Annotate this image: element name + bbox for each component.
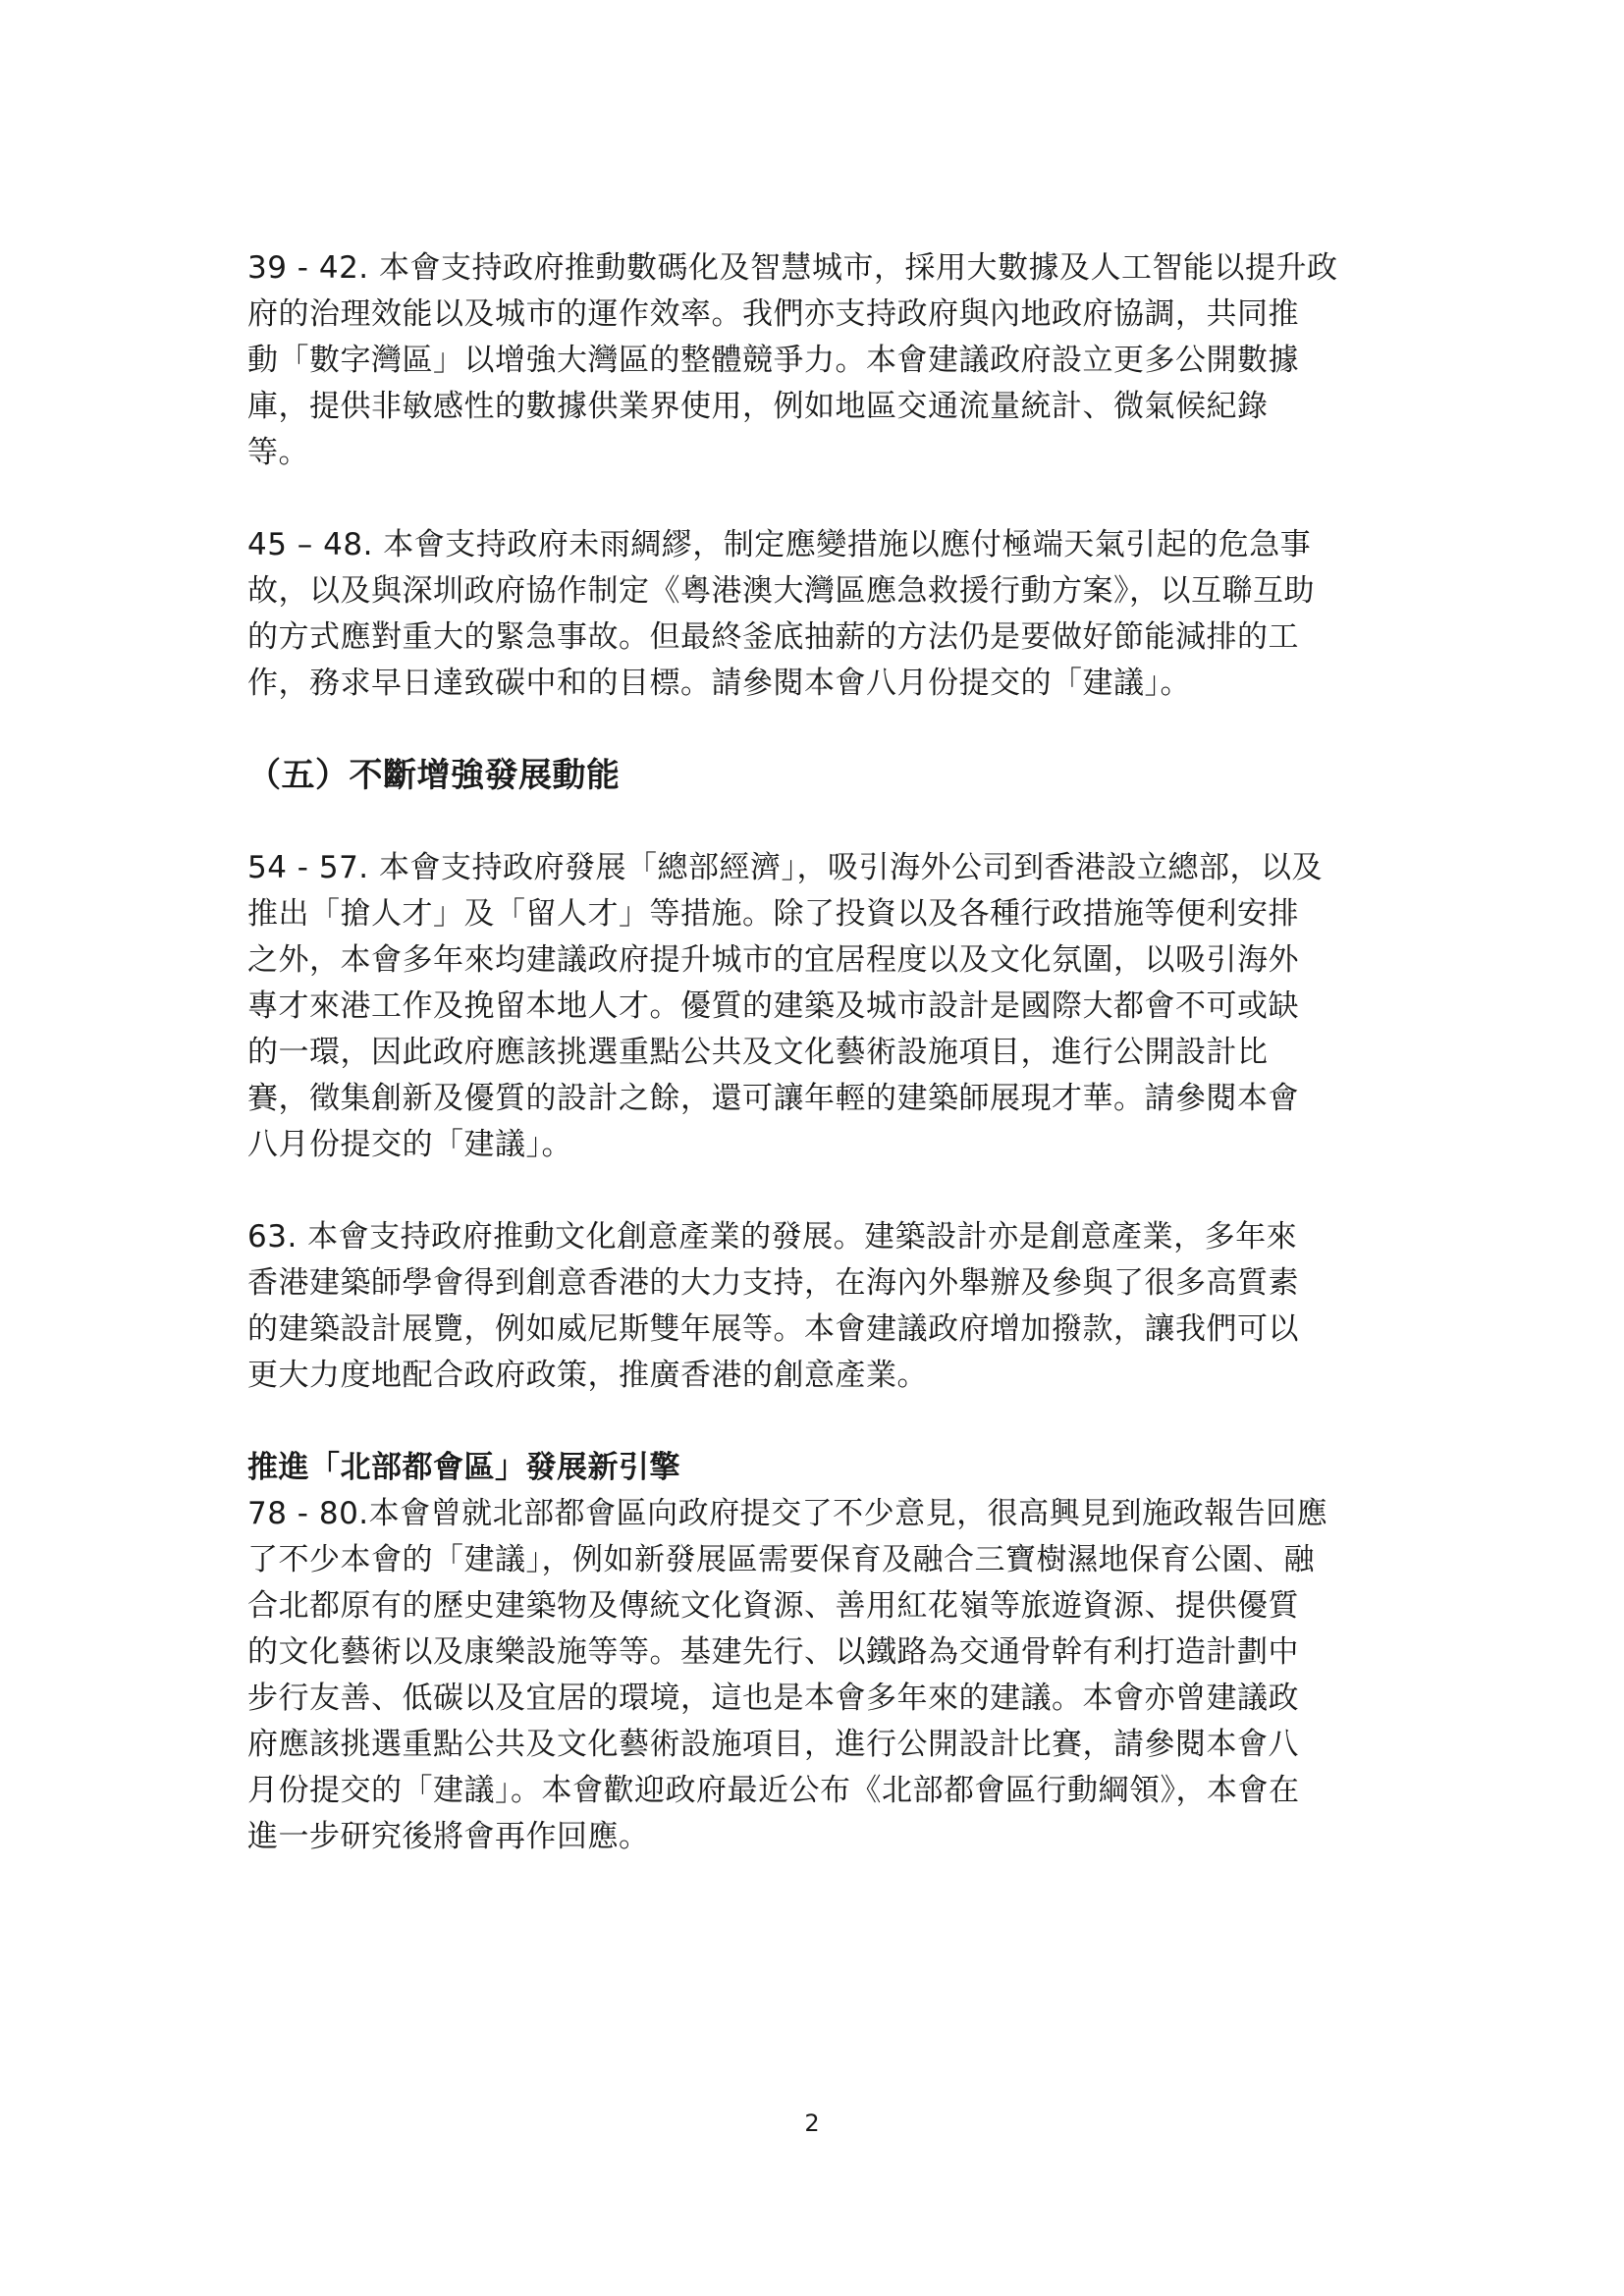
text-line: 進一步研究後將會再作回應。 xyxy=(247,1819,650,1854)
text-line: 賽，徵集創新及優質的設計之餘，還可讓年輕的建築師展現才華。請參閱本會 xyxy=(247,1081,1299,1116)
paragraph-45-48 xyxy=(247,522,1386,707)
section-heading: （五）不斷增強發展動能 xyxy=(247,756,621,795)
paragraph-54-57 xyxy=(247,845,1386,1168)
text-line: 的建築設計展覽，例如威尼斯雙年展等。本會建議政府增加撥款，讓我們可以 xyxy=(247,1311,1299,1347)
text-line: 香港建築師學會得到創意香港的大力支持，在海內外舉辦及參與了很多高質素 xyxy=(247,1265,1299,1301)
text-line: 54 - 57. 本會支持政府發展「總部經濟」，吸引海外公司到香港設立總部，以及 xyxy=(247,850,1323,885)
text-line: 推出「搶人才」及「留人才」等措施。除了投資以及各種行政措施等便利安排 xyxy=(247,896,1299,932)
text-line: 更大力度地配合政府政策，推廣香港的創意產業。 xyxy=(247,1358,928,1393)
text-line: 之外，本會多年來均建議政府提升城市的宜居程度以及文化氛圍，以吸引海外 xyxy=(247,942,1299,978)
text-line: 等。 xyxy=(247,435,309,470)
text-line: 作，務求早日達致碳中和的目標。請參閱本會八月份提交的「建議」。 xyxy=(247,666,1191,701)
text-line: 78 - 80.本會曾就北部都會區向政府提交了不少意見，很高興見到施政報告回應 xyxy=(247,1496,1328,1531)
text-line: 了不少本會的「建議」，例如新發展區需要保育及融合三寶樹濕地保育公園、融 xyxy=(247,1542,1315,1577)
paragraph-gap xyxy=(247,1168,1386,1214)
text-line: 45 – 48. 本會支持政府未雨綢繆，制定應變措施以應付極端天氣引起的危急事 xyxy=(247,527,1312,562)
sub-heading: 推進「北部都會區」發展新引擎 xyxy=(247,1450,680,1485)
paragraph-78-80 xyxy=(247,1491,1386,1860)
paragraph-63 xyxy=(247,1214,1386,1399)
text-line: 39 - 42. 本會支持政府推動數碼化及智慧城市，採用大數據及人工智能以提升政 xyxy=(247,250,1338,286)
text-line: 的一環，因此政府應該挑選重點公共及文化藝術設施項目，進行公開設計比 xyxy=(247,1035,1269,1070)
text-line: 的方式應對重大的緊急事故。但最終釜底抽薪的方法仍是要做好節能減排的工 xyxy=(247,619,1299,655)
text-line: 合北都原有的歷史建築物及傳統文化資源、善用紅花嶺等旅遊資源、提供優質 xyxy=(247,1588,1299,1624)
text-line: 動「數字灣區」以增強大灣區的整體競爭力。本會建議政府設立更多公開數據 xyxy=(247,343,1299,378)
text-line: 步行友善、低碳以及宜居的環境，這也是本會多年來的建議。本會亦曾建議政 xyxy=(247,1681,1299,1716)
page-content xyxy=(247,245,1386,1860)
text-line: 專才來港工作及挽留本地人才。優質的建築及城市設計是國際大都會不可或缺 xyxy=(247,988,1299,1024)
text-line: 故，以及與深圳政府協作制定《粵港澳大灣區應急救援行動方案》，以互聯互助 xyxy=(247,573,1315,609)
page-number: 2 xyxy=(804,2109,820,2137)
paragraph-gap xyxy=(247,476,1386,522)
text-line: 的文化藝術以及康樂設施等等。基建先行、以鐵路為交通骨幹有利打造計劃中 xyxy=(247,1634,1299,1670)
text-line: 府應該挑選重點公共及文化藝術設施項目，進行公開設計比賽，請參閱本會八 xyxy=(247,1727,1299,1762)
text-line: 月份提交的「建議」。本會歡迎政府最近公布《北部都會區行動綱領》，本會在 xyxy=(247,1773,1300,1808)
text-line: 八月份提交的「建議」。 xyxy=(247,1127,572,1162)
text-line: 庫，提供非敏感性的數據供業界使用，例如地區交通流量統計、微氣候紀錄 xyxy=(247,389,1269,424)
paragraph-gap xyxy=(247,799,1386,845)
paragraph-gap xyxy=(247,1399,1386,1445)
paragraph-39-42 xyxy=(247,245,1386,476)
paragraph-gap xyxy=(247,707,1386,753)
text-line: 63. 本會支持政府推動文化創意產業的發展。建築設計亦是創意產業，多年來 xyxy=(247,1219,1298,1255)
text-line: 府的治理效能以及城市的運作效率。我們亦支持政府與內地政府協調，共同推 xyxy=(247,296,1299,332)
